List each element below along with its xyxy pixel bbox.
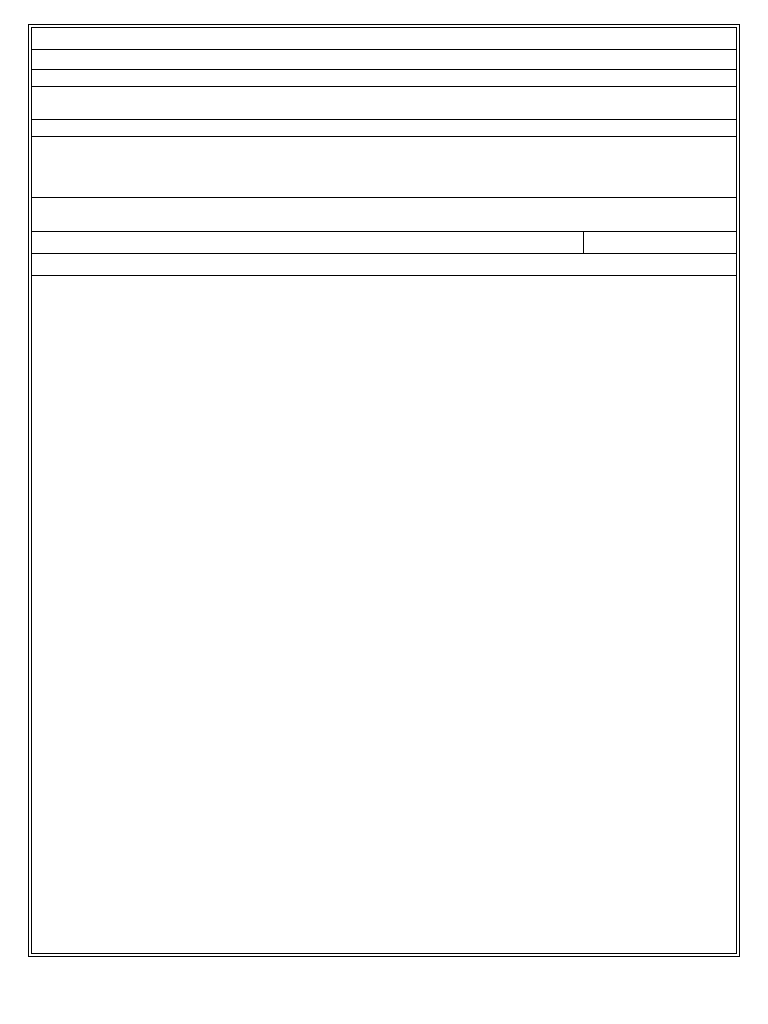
title-block	[32, 137, 736, 198]
trial-row	[32, 232, 736, 254]
epc-row	[32, 120, 736, 137]
client-row	[32, 70, 736, 87]
subtitle-row	[32, 198, 736, 232]
section-a2-heading	[32, 28, 736, 50]
trial-date-divider	[583, 232, 584, 253]
mix-design-sheet	[28, 24, 740, 957]
section-a1-heading	[32, 254, 736, 276]
authority-row	[32, 87, 736, 120]
sheet-inner-border	[31, 27, 737, 954]
